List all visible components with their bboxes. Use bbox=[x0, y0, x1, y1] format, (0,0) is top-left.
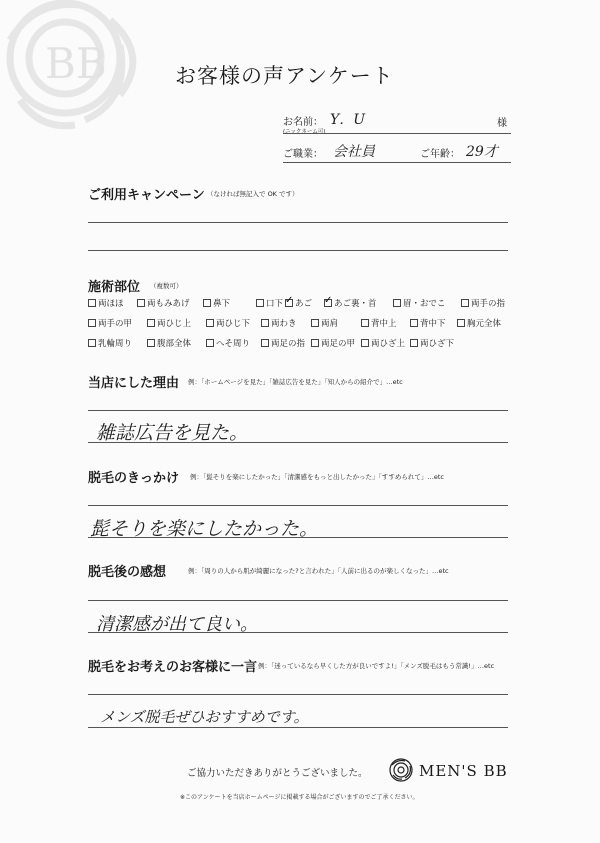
campaign-line-2 bbox=[88, 250, 508, 251]
part-label: 両もみあげ bbox=[147, 299, 190, 309]
trigger-answer: 髭そりを楽にしたかった。 bbox=[90, 518, 319, 540]
part-checkbox-item bbox=[285, 297, 312, 309]
part-label: 背中上 bbox=[371, 319, 397, 329]
part-label: 両わき bbox=[271, 319, 297, 329]
part-label: 両足の指 bbox=[271, 339, 306, 349]
part-label: 眉・おでこ bbox=[403, 299, 446, 309]
name-suffix: 様 bbox=[497, 118, 507, 129]
part-label: 両ほほ bbox=[98, 299, 124, 309]
part-checkbox-item bbox=[261, 337, 305, 349]
job-value: 会社員 bbox=[333, 144, 375, 160]
part-checkbox-item bbox=[461, 297, 505, 309]
unchecked-box-icon bbox=[137, 299, 145, 307]
unchecked-box-icon bbox=[261, 319, 269, 327]
part-checkbox-item bbox=[261, 317, 297, 329]
reason-line-2 bbox=[88, 442, 508, 443]
check-mark-icon: ✓ bbox=[324, 295, 333, 306]
impression-line-1 bbox=[88, 600, 508, 601]
brand-name: MEN'S BB bbox=[419, 762, 508, 780]
part-label: 胸元全体 bbox=[467, 319, 502, 329]
part-checkbox-item bbox=[361, 317, 397, 329]
unchecked-box-icon bbox=[410, 339, 418, 347]
part-label: 両ひじ下 bbox=[216, 319, 251, 329]
part-label: へそ周り bbox=[216, 339, 251, 349]
unchecked-box-icon bbox=[311, 319, 319, 327]
campaign-note: （なければ無記入で OK です） bbox=[207, 190, 299, 198]
name-sub-label: (ニックネーム可) bbox=[283, 129, 326, 135]
name-label: お名前： bbox=[283, 117, 323, 128]
age-value: 29才 bbox=[466, 144, 498, 160]
part-checkbox-item bbox=[147, 317, 191, 329]
part-checkbox-item bbox=[137, 297, 190, 309]
part-label: 両足の甲 bbox=[321, 339, 356, 349]
part-checkbox-item bbox=[311, 317, 338, 329]
part-checkbox-item bbox=[457, 317, 501, 329]
reason-answer: 雑誌広告を見た。 bbox=[96, 422, 249, 444]
message-answer: メンズ脱毛ぜひおすすめです。 bbox=[100, 708, 309, 726]
message-line-2 bbox=[88, 727, 508, 728]
part-checkbox-item bbox=[88, 337, 132, 349]
unchecked-box-icon bbox=[261, 339, 269, 347]
part-label: 背中下 bbox=[420, 319, 446, 329]
impression-example: 例：「周りの人から肌が綺麗になった?と言われた」「人前に出るのが楽しくなった」…etc bbox=[188, 567, 449, 575]
part-checkbox-item bbox=[88, 297, 124, 309]
unchecked-box-icon bbox=[203, 299, 211, 307]
reason-example: 例：「ホームページを見た」「雑誌広告を見た」「知人からの紹介で」…etc bbox=[188, 378, 403, 386]
rose-logo-icon bbox=[388, 757, 414, 783]
thanks-message: ご協力いただきありがとうございました。 bbox=[187, 768, 368, 779]
campaign-heading: ご利用キャンペーン bbox=[88, 188, 205, 203]
unchecked-box-icon bbox=[410, 319, 418, 327]
part-checkbox-item bbox=[361, 337, 405, 349]
unchecked-box-icon bbox=[361, 339, 369, 347]
unchecked-box-icon bbox=[206, 339, 214, 347]
name-value: Y．U bbox=[330, 112, 366, 128]
part-checkbox-item bbox=[410, 337, 454, 349]
part-checkbox-item bbox=[410, 317, 446, 329]
part-label: 腹部全体 bbox=[157, 339, 192, 349]
job-underline bbox=[283, 162, 511, 163]
age-label: ご年齢： bbox=[420, 149, 460, 160]
reason-heading: 当店にした理由 bbox=[88, 376, 180, 391]
unchecked-box-icon bbox=[88, 299, 96, 307]
part-label: 両手の指 bbox=[471, 299, 506, 309]
part-checkbox-item bbox=[256, 297, 283, 309]
unchecked-box-icon bbox=[147, 319, 155, 327]
unchecked-box-icon bbox=[88, 319, 96, 327]
job-label: ご職業： bbox=[283, 149, 323, 160]
unchecked-box-icon bbox=[206, 319, 214, 327]
unchecked-box-icon bbox=[461, 299, 469, 307]
part-label: 両肩 bbox=[321, 319, 339, 329]
part-label: 両ひじ上 bbox=[157, 319, 192, 329]
trigger-line-2 bbox=[88, 537, 508, 538]
footnote: ※このアンケートを当店ホームページに掲載する場合がございますのでご了承ください。 bbox=[180, 794, 419, 801]
part-checkbox-item bbox=[393, 297, 445, 309]
part-checkbox-item bbox=[206, 337, 250, 349]
part-label: 両手の甲 bbox=[98, 319, 133, 329]
checked-box-icon bbox=[285, 295, 294, 307]
unchecked-box-icon bbox=[88, 339, 96, 347]
unchecked-box-icon bbox=[256, 299, 264, 307]
parts-note: （複数可） bbox=[150, 282, 183, 290]
watermark-bb-text: BB bbox=[45, 39, 107, 88]
unchecked-box-icon bbox=[457, 319, 465, 327]
part-checkbox-item bbox=[203, 297, 230, 309]
part-checkbox-item bbox=[324, 297, 377, 309]
message-heading: 脱毛をお考えのお客様に一言 bbox=[88, 660, 258, 675]
impression-line-2 bbox=[88, 632, 508, 633]
part-checkbox-item bbox=[88, 317, 132, 329]
part-label: あご裏・首 bbox=[334, 299, 377, 309]
unchecked-box-icon bbox=[311, 339, 319, 347]
watermark-rose-logo bbox=[0, 0, 170, 165]
reason-line-1 bbox=[88, 410, 508, 411]
trigger-line-1 bbox=[88, 505, 508, 506]
part-checkbox-item bbox=[147, 337, 191, 349]
part-label: 両ひざ下 bbox=[420, 339, 455, 349]
part-label: 口下 bbox=[266, 299, 284, 309]
unchecked-box-icon bbox=[361, 319, 369, 327]
page-title: お客様の声アンケート bbox=[175, 64, 394, 88]
check-mark-icon: ✓ bbox=[285, 295, 294, 306]
part-checkbox-item bbox=[206, 317, 250, 329]
unchecked-box-icon bbox=[393, 299, 401, 307]
message-example: 例：「迷っているなら早くした方が良いですよ!」「メンズ脱毛はもう常識!」…etc bbox=[258, 662, 495, 670]
part-label: 鼻下 bbox=[213, 299, 231, 309]
trigger-heading: 脱毛のきっかけ bbox=[88, 471, 180, 486]
unchecked-box-icon bbox=[147, 339, 155, 347]
name-underline bbox=[283, 133, 511, 134]
trigger-example: 例：「髭そりを楽にしたかった」「清潔感をもっと出したかった」「すすめられて」…etc bbox=[190, 473, 444, 481]
part-label: あご bbox=[295, 299, 313, 309]
part-checkbox-item bbox=[311, 337, 355, 349]
impression-answer: 清潔感が出て良い。 bbox=[96, 614, 258, 635]
impression-heading: 脱毛後の感想 bbox=[88, 565, 167, 580]
part-label: 乳輪周り bbox=[98, 339, 133, 349]
part-label: 両ひざ上 bbox=[371, 339, 406, 349]
checked-box-icon bbox=[324, 295, 333, 307]
message-line-1 bbox=[88, 694, 508, 695]
parts-heading: 施術部位 bbox=[88, 280, 141, 295]
campaign-line-1 bbox=[88, 222, 508, 223]
